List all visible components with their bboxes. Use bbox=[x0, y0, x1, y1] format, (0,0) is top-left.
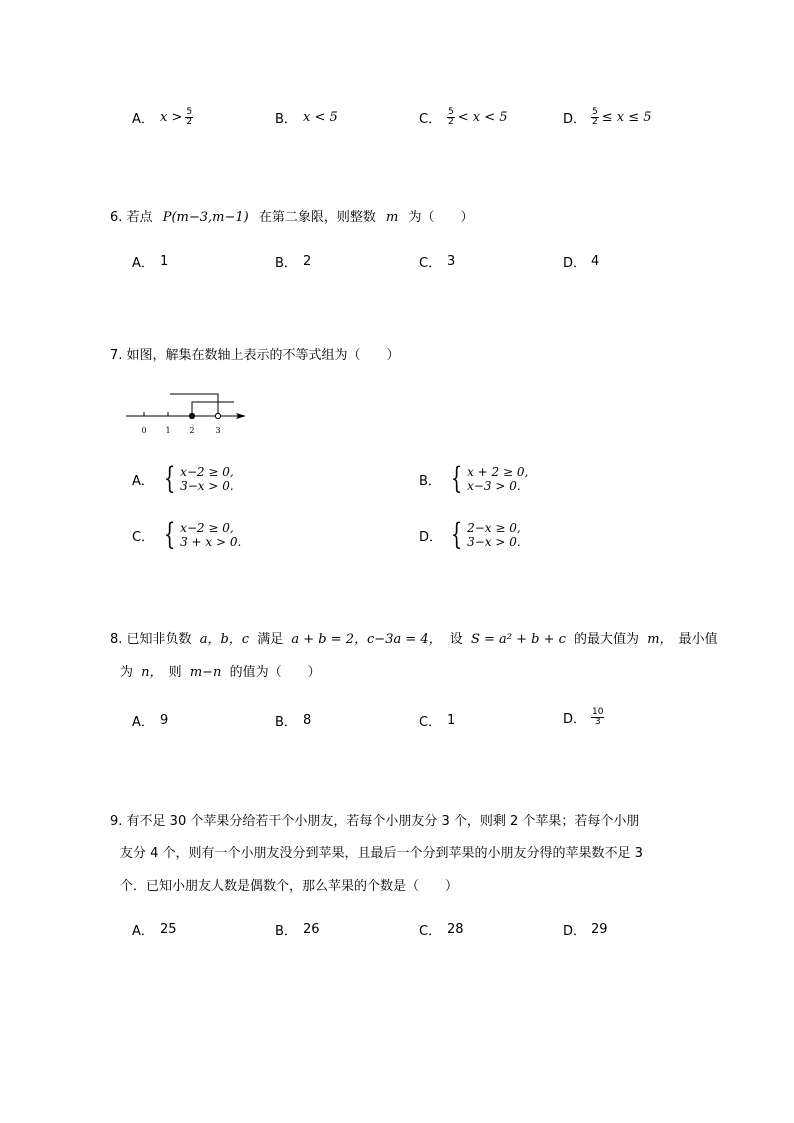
frac-num: 5 bbox=[186, 107, 193, 117]
question-number: 7. bbox=[110, 348, 123, 363]
system-line: x−3 > 0. bbox=[467, 479, 521, 493]
q9-option-d bbox=[563, 920, 608, 939]
q9-stem-line2 bbox=[120, 842, 643, 861]
q9-option-b bbox=[275, 920, 320, 939]
option-label: D． bbox=[563, 924, 587, 939]
option-label: A． bbox=[132, 715, 154, 730]
brace: { bbox=[450, 461, 463, 496]
option-label: C． bbox=[419, 715, 442, 730]
q5-option-c bbox=[419, 108, 508, 127]
bracket-x-lt-3 bbox=[170, 394, 218, 416]
option-label: B． bbox=[275, 715, 297, 730]
option-label: D． bbox=[563, 256, 587, 271]
q6-option-d bbox=[563, 252, 599, 271]
number-line-figure bbox=[120, 388, 255, 438]
system-line: 3−x > 0. bbox=[180, 479, 234, 493]
stem-text: 则 bbox=[168, 665, 182, 680]
q8-option-a bbox=[132, 711, 168, 730]
frac-den: 2 bbox=[592, 117, 598, 127]
option-text: 25 bbox=[160, 922, 177, 937]
option-text: x < 5 bbox=[303, 110, 338, 125]
q6-option-a bbox=[132, 252, 168, 271]
stem-text: 满足 bbox=[257, 632, 284, 647]
brace: { bbox=[163, 461, 176, 496]
q9-option-c bbox=[419, 920, 464, 939]
q7-option-a bbox=[132, 461, 234, 496]
option-label: C． bbox=[419, 112, 442, 127]
option-label: C． bbox=[419, 256, 442, 271]
stem-text: 的值为（ ） bbox=[229, 665, 321, 680]
stem-text: 有不足 30 个苹果分给若干个小朋友，若每个小朋友分 3 个，则剩 2 个苹果；若每个小朋 bbox=[126, 814, 640, 829]
stem-text: 设 bbox=[449, 632, 463, 647]
q5-option-a bbox=[132, 108, 193, 127]
q8-option-b bbox=[275, 711, 311, 730]
system-line: x−2 ≥ 0, bbox=[180, 521, 234, 535]
option-text: x > bbox=[160, 110, 183, 125]
question-number: 9. bbox=[110, 814, 123, 829]
system-line: 2−x ≥ 0, bbox=[467, 521, 521, 535]
system-line: 3−x > 0. bbox=[467, 535, 521, 549]
q8-stem-line1 bbox=[110, 628, 718, 647]
option-text: 4 bbox=[591, 254, 600, 269]
option-text: 29 bbox=[591, 922, 608, 937]
q8-stem-line2 bbox=[120, 661, 321, 680]
q7-option-c bbox=[132, 517, 242, 552]
brace: { bbox=[450, 517, 463, 552]
fraction bbox=[185, 108, 193, 127]
stem-math: a，b，c bbox=[199, 632, 250, 647]
stem-text: 如图，解集在数轴上表示的不等式组为（ ） bbox=[126, 348, 400, 363]
option-label: A． bbox=[132, 112, 154, 127]
tick-label: 1 bbox=[165, 426, 171, 435]
stem-text: 最小值 bbox=[678, 632, 718, 647]
stem-math: m bbox=[386, 210, 399, 225]
q7-stem bbox=[110, 344, 400, 363]
option-text: 28 bbox=[447, 922, 464, 937]
stem-text: 为 bbox=[120, 665, 134, 680]
q9-option-a bbox=[132, 920, 177, 939]
option-label: D． bbox=[419, 529, 443, 545]
stem-math: m−n bbox=[189, 665, 222, 680]
q7-option-b bbox=[419, 461, 529, 496]
question-number: 6. bbox=[110, 210, 123, 225]
frac-num: 5 bbox=[448, 107, 454, 117]
option-label: C． bbox=[132, 529, 155, 545]
option-text: 2 bbox=[303, 254, 312, 269]
option-label: B． bbox=[275, 112, 297, 127]
option-label: A． bbox=[132, 924, 154, 939]
stem-math: n， bbox=[141, 665, 163, 680]
frac-den: 2 bbox=[448, 117, 454, 127]
option-text: < x < 5 bbox=[457, 110, 508, 125]
stem-math: a + b = 2，c−3a = 4， bbox=[291, 632, 442, 647]
q8-option-d bbox=[563, 708, 604, 727]
option-text: 26 bbox=[303, 922, 320, 937]
fraction bbox=[591, 708, 604, 727]
stem-math: S = a² + b + c bbox=[470, 632, 566, 647]
stem-text: 友分 4 个，则有一个小朋友没分到苹果，且最后一个分到苹果的小朋友分得的苹果数不足 3 bbox=[120, 846, 643, 861]
system-line: x−2 ≥ 0, bbox=[180, 465, 234, 479]
frac-num: 5 bbox=[592, 107, 598, 117]
stem-math: P(m−3,m−1) bbox=[162, 210, 249, 225]
stem-text: 在第二象限，则整数 bbox=[258, 210, 376, 225]
option-label: B． bbox=[275, 256, 297, 271]
q6-option-c bbox=[419, 252, 455, 271]
frac-num: 10 bbox=[592, 707, 604, 717]
option-text: 3 bbox=[447, 254, 456, 269]
frac-den: 3 bbox=[594, 717, 601, 727]
option-label: B． bbox=[275, 924, 297, 939]
q6-stem bbox=[110, 206, 474, 225]
option-text: 9 bbox=[160, 713, 169, 728]
option-label: A． bbox=[132, 473, 154, 489]
stem-math: m， bbox=[647, 632, 673, 647]
q8-option-c bbox=[419, 711, 455, 730]
stem-text: 已知非负数 bbox=[126, 632, 192, 647]
q9-stem-line3 bbox=[120, 875, 458, 894]
inequality-system bbox=[447, 461, 529, 496]
tick-label: 0 bbox=[141, 426, 147, 435]
question-number: 8. bbox=[110, 632, 123, 647]
bracket-x-ge-2 bbox=[192, 402, 234, 416]
option-label: D． bbox=[563, 112, 587, 127]
brace: { bbox=[163, 517, 176, 552]
stem-text: 的最大值为 bbox=[574, 632, 640, 647]
system-line: x + 2 ≥ 0, bbox=[467, 465, 529, 479]
inequality-system bbox=[160, 517, 242, 552]
option-label: D． bbox=[563, 712, 587, 727]
tick-label: 3 bbox=[215, 426, 221, 435]
closed-point-2 bbox=[189, 413, 194, 418]
option-text: 8 bbox=[303, 713, 312, 728]
tick-label: 2 bbox=[189, 426, 195, 435]
option-text: 1 bbox=[160, 254, 169, 269]
fraction bbox=[447, 108, 455, 127]
q7-option-d bbox=[419, 517, 521, 552]
option-text: ≤ x ≤ 5 bbox=[601, 110, 652, 125]
option-label: A． bbox=[132, 256, 154, 271]
stem-text: 为（ ） bbox=[408, 210, 474, 225]
inequality-system bbox=[160, 461, 234, 496]
option-text: 1 bbox=[447, 713, 456, 728]
stem-text: 若点 bbox=[126, 210, 153, 225]
frac-den: 2 bbox=[186, 117, 193, 127]
system-line: 3 + x > 0. bbox=[180, 535, 242, 549]
option-label: C． bbox=[419, 924, 442, 939]
q6-option-b bbox=[275, 252, 311, 271]
option-label: B． bbox=[419, 473, 441, 489]
q5-option-b bbox=[275, 108, 338, 127]
inequality-system bbox=[447, 517, 521, 552]
open-point-3 bbox=[215, 413, 220, 418]
q5-option-d bbox=[563, 108, 652, 127]
fraction bbox=[591, 108, 599, 127]
stem-text: 个．已知小朋友人数是偶数个，那么苹果的个数是（ ） bbox=[120, 879, 459, 894]
q9-stem-line1 bbox=[110, 810, 639, 829]
